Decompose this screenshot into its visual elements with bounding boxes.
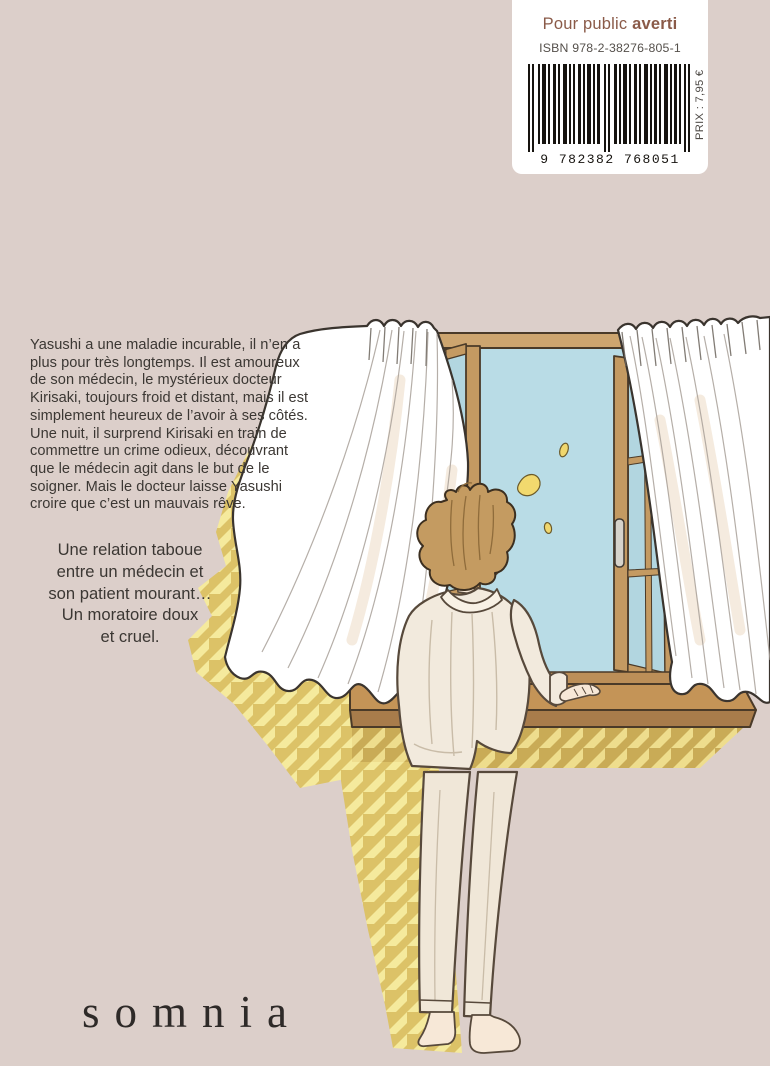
- isbn-label: ISBN 978-2-38276-805-1: [539, 41, 681, 55]
- isbn-box: [512, 0, 708, 174]
- synopsis: [30, 337, 330, 514]
- synopsis-line: plus pour très longtemps. Il est amoureux: [30, 354, 300, 371]
- synopsis-line: Kirisaki, toujours froid et distant, mais il est: [30, 390, 309, 407]
- publisher-logo: somnia: [82, 987, 302, 1037]
- synopsis-line: que le médecin agit dans le but de le: [30, 460, 270, 477]
- tagline-line: Une relation taboue: [57, 540, 203, 559]
- synopsis-line: simplement heureux de l’avoir à ses côtés.: [30, 407, 308, 424]
- houndstooth-below-sill: [338, 727, 744, 1053]
- age-rating-badge: [520, 15, 700, 34]
- barcode: [526, 62, 694, 166]
- barcode-digits: 9 782382 768051: [540, 152, 680, 166]
- tagline: [14, 539, 246, 648]
- synopsis-line: commettre un crime odieux, découvrant: [30, 443, 289, 460]
- window-handle: [615, 519, 624, 567]
- price-label: PRIX : 7,95 €: [694, 69, 706, 140]
- synopsis-line: croire que c’est un mauvais rêve.: [30, 496, 246, 513]
- trouser-leg-left: [419, 772, 470, 1013]
- tagline-line: entre un médecin et: [56, 561, 204, 581]
- synopsis-line: Yasushi a une maladie incurable, il n’en a: [30, 337, 301, 353]
- synopsis-line: soigner. Mais le docteur laisse Yasushi: [30, 478, 283, 495]
- synopsis-line: Une nuit, il surprend Kirisaki en train de: [30, 425, 287, 442]
- synopsis-line: de son médecin, le mystérieux docteur: [30, 372, 282, 389]
- age-rating-prefix: Pour public: [542, 15, 633, 33]
- tagline-line: et cruel.: [100, 627, 160, 647]
- trouser-leg-right: [464, 772, 517, 1017]
- tagline-line: Un moratoire doux: [61, 605, 199, 625]
- age-rating-bold: averti: [632, 15, 678, 33]
- tagline-line: son patient mourant…: [48, 583, 212, 603]
- pyjama-top: [397, 588, 529, 769]
- foot-right: [470, 1015, 520, 1053]
